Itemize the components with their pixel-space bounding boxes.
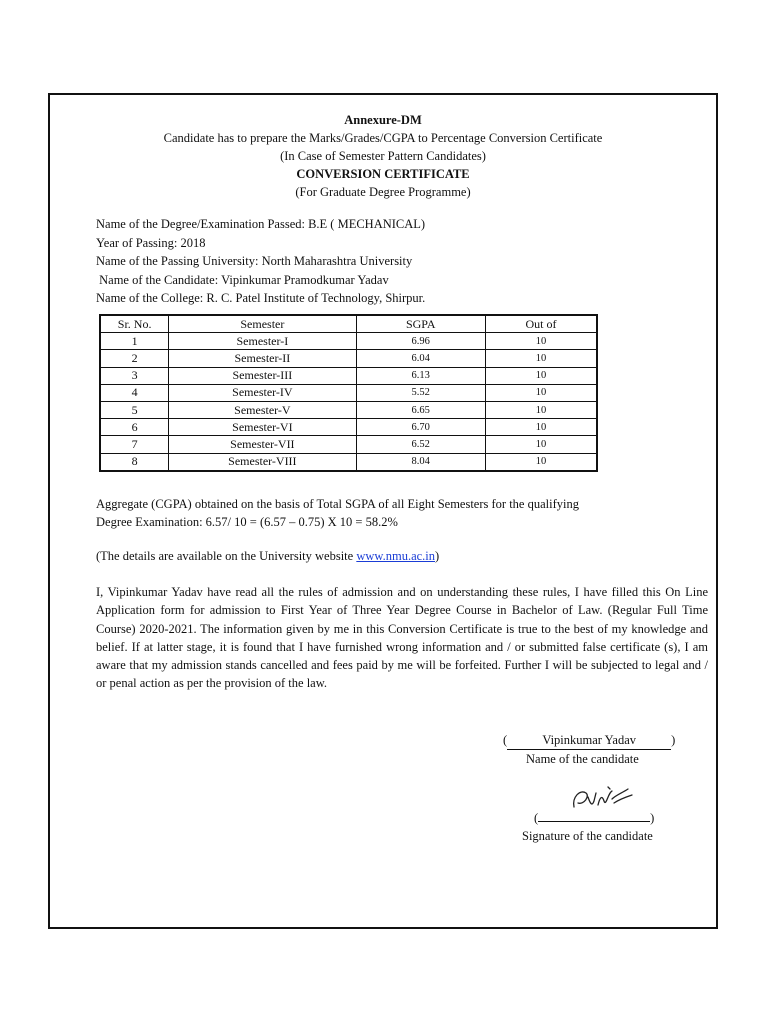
cell-sgpa: 5.52 — [356, 384, 485, 401]
cell-semester: Semester-II — [169, 350, 356, 367]
cell-out-of: 10 — [485, 384, 597, 401]
cell-sgpa: 6.96 — [356, 333, 485, 350]
university-website-link[interactable]: www.nmu.ac.in — [356, 549, 436, 563]
cell-sgpa: 8.04 — [356, 453, 485, 471]
certificate-title: CONVERSION CERTIFICATE — [296, 167, 470, 181]
degree-line: Name of the Degree/Examination Passed: B.E ( MECHANICAL) — [96, 217, 426, 231]
cell-out-of: 10 — [485, 436, 597, 453]
sgpa-table — [99, 314, 598, 472]
pattern-line: (In Case of Semester Pattern Candidates) — [280, 149, 486, 163]
signature-line — [538, 807, 650, 822]
table-row — [100, 350, 597, 367]
table-header-row — [100, 315, 597, 333]
aggregate-line-2: Degree Examination: 6.57/ 10 = (6.57 – 0.75) X 10 = 58.2% — [96, 515, 398, 530]
cell-semester: Semester-VI — [169, 419, 356, 436]
table-row — [100, 384, 597, 401]
cell-sgpa: 6.65 — [356, 401, 485, 418]
cell-out-of: 10 — [485, 367, 597, 384]
cell-sgpa: 6.52 — [356, 436, 485, 453]
aggregate-line-1: Aggregate (CGPA) obtained on the basis of Total SGPA of all Eight Semesters for the qualifying — [96, 497, 579, 511]
university-line: Name of the Passing University: North Maharashtra University — [96, 254, 413, 269]
instruction-line: Candidate has to prepare the Marks/Grades/CGPA to Percentage Conversion Certificate — [163, 131, 603, 145]
cell-out-of: 10 — [485, 401, 597, 418]
cell-sgpa: 6.13 — [356, 367, 485, 384]
close-paren: ) — [671, 733, 676, 747]
cell-semester: Semester-VIII — [169, 453, 356, 471]
open-paren: ( — [534, 811, 539, 825]
table-row — [100, 419, 597, 436]
candidate-name-value: Vipinkumar Yadav — [507, 731, 671, 750]
cell-semester: Semester-V — [169, 401, 356, 418]
certificate-subtitle: (For Graduate Degree Programme) — [295, 185, 471, 199]
cell-out-of: 10 — [485, 453, 597, 471]
cell-semester: Semester-VII — [169, 436, 356, 453]
aggregate-statement — [96, 495, 708, 532]
certificate-header — [50, 111, 716, 201]
table-row — [100, 401, 597, 418]
cell-sgpa: 6.04 — [356, 350, 485, 367]
table-row — [100, 333, 597, 350]
year-line: Year of Passing: 2018 — [96, 235, 206, 250]
cell-sr: 6 — [100, 419, 169, 436]
certificate-frame — [48, 93, 718, 929]
open-paren: ( — [503, 733, 508, 747]
header-out-of: Out of — [485, 315, 597, 333]
cell-sr: 7 — [100, 436, 169, 453]
cell-semester: Semester-III — [169, 367, 356, 384]
cell-out-of: 10 — [485, 419, 597, 436]
details-prefix: (The details are available on the University website — [96, 549, 357, 563]
name-caption: Name of the candidate — [526, 752, 639, 766]
header-semester: Semester — [169, 315, 356, 333]
candidate-info — [96, 215, 425, 308]
cell-out-of: 10 — [485, 350, 597, 367]
candidate-line: Name of the Candidate: Vipinkumar Pramodkumar Yadav — [96, 272, 389, 287]
candidate-name-block — [503, 731, 683, 768]
college-line: Name of the College: R. C. Patel Institute of Technology, Shirpur. — [96, 291, 426, 306]
cell-sr: 5 — [100, 401, 169, 418]
cell-sr: 3 — [100, 367, 169, 384]
signature-caption: Signature of the candidate — [522, 829, 653, 843]
details-suffix: ) — [435, 549, 440, 563]
header-sr-no: Sr. No. — [100, 315, 169, 333]
cell-sr: 4 — [100, 384, 169, 401]
table-row — [100, 453, 597, 471]
cell-semester: Semester-IV — [169, 384, 356, 401]
cell-sr: 2 — [100, 350, 169, 367]
table-row — [100, 436, 597, 453]
cell-semester: Semester-I — [169, 333, 356, 350]
annexure-label: Annexure-DM — [344, 113, 422, 127]
cell-sr: 1 — [100, 333, 169, 350]
cell-sgpa: 6.70 — [356, 419, 485, 436]
cell-out-of: 10 — [485, 333, 597, 350]
cell-sr: 8 — [100, 453, 169, 471]
close-paren: ) — [650, 811, 655, 825]
details-note — [96, 547, 708, 565]
header-sgpa: SGPA — [356, 315, 485, 333]
table-row — [100, 367, 597, 384]
declaration-paragraph: I, Vipinkumar Yadav have read all the rules of admission and on understanding these rules, I have filled this On Line Application form for admission to First Year of Three Year Degree Course in Bachelor of Law. (Regular Full Time Course) 2020-2021. The information given by me in this Conversion Certificate is true to the best of my knowledge and belief. If at latter stage, it is found that I have furnished wrong information and / or submitted false certificate (s), I am aware that my admission stands cancelled and fees paid by me will be forfeited. Further I will be subjected to legal and / or penal action as per the provision of the law. — [96, 585, 708, 691]
